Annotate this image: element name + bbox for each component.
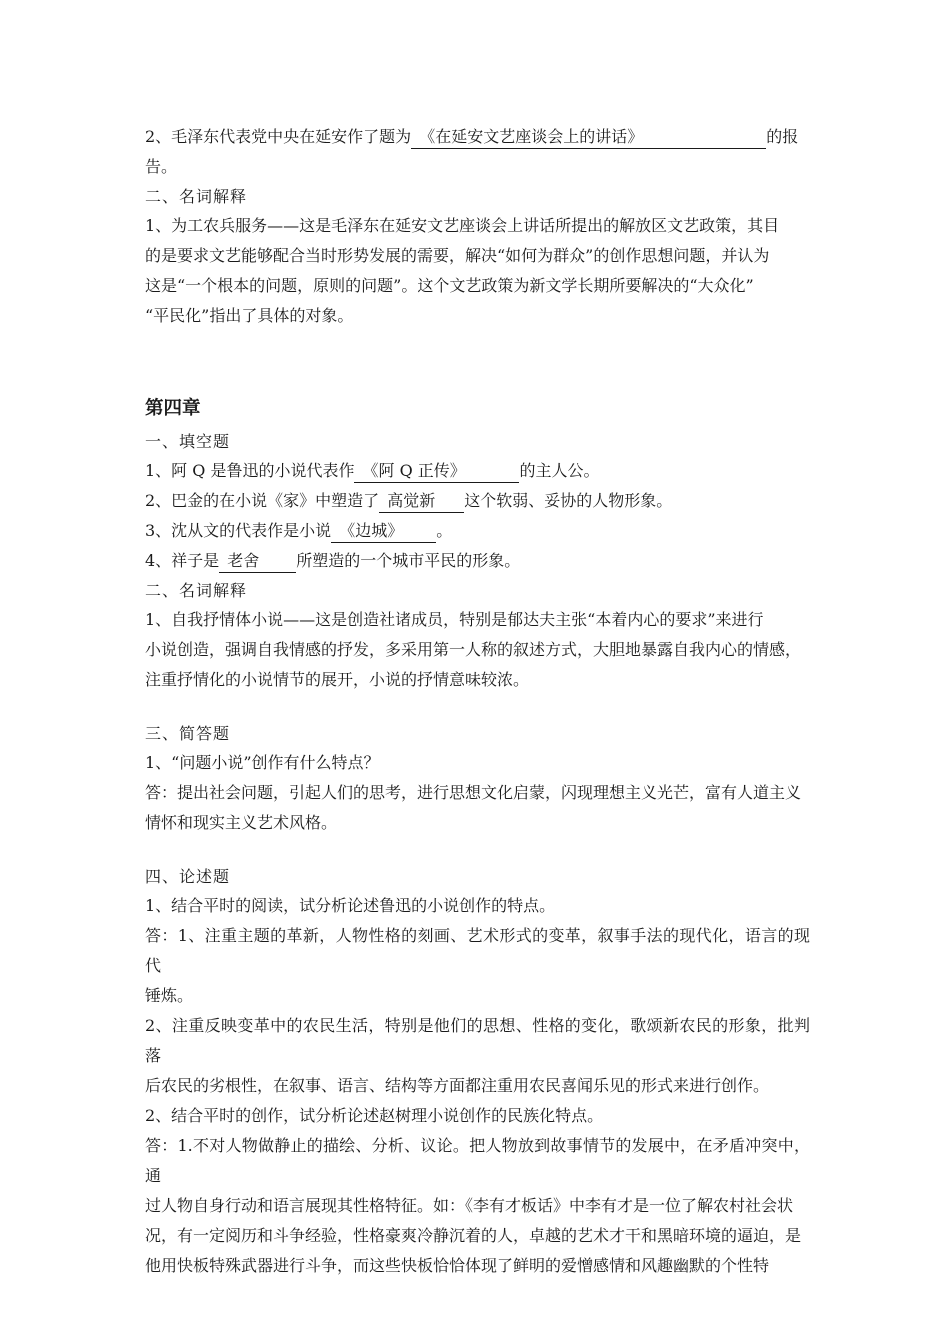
essay-question: 2、结合平时的创作，试分析论述赵树理小说创作的民族化特点。 (145, 1106, 604, 1125)
fill-question-2-end: 告。 (145, 157, 178, 176)
term-definition-line: 的是要求文艺能够配合当时形势发展的需要，解决“如何为群众”的创作思想问题，并认为 (145, 246, 770, 265)
fill-question-4 (145, 546, 810, 576)
spacer (145, 695, 810, 719)
essay-answer-line: 后农民的劣根性，在叙事、语言、结构等方面都注重用农民喜闻乐见的形式来进行创作。 (145, 1076, 770, 1095)
question-text: 的报 (766, 127, 799, 146)
section-heading-short: 三、简答题 (145, 724, 231, 743)
question-text: 。 (436, 521, 453, 540)
term-definition-line: 小说创造，强调自我情感的抒发，多采用第一人称的叙述方式，大胆地暴露自我内心的情感， (145, 640, 802, 659)
question-text: 这个软弱、妥协的人物形象。 (464, 491, 673, 510)
term-definition-line: 注重抒情化的小说情节的展开，小说的抒情意味较浓。 (145, 670, 530, 689)
section-heading-terms: 二、名词解释 (145, 581, 248, 600)
essay-answer-line: 答：1、注重主题的革新，人物性格的刻画、艺术形式的变革，叙事手法的现代化，语言的现代 (145, 926, 810, 975)
question-text: 1、阿 Q 是鲁迅的小说代表作 (145, 461, 355, 480)
question-text: 4、祥子是 (145, 551, 220, 570)
section-heading-essay: 四、论述题 (145, 867, 231, 886)
essay-answer-line: 2、注重反映变革中的农民生活，特别是他们的思想、性格的变化，歌颂新农民的形象，批判落 (145, 1016, 810, 1065)
fill-question-3 (145, 516, 810, 546)
essay-answer-line: 答：1.不对人物做静止的描绘、分析、议论。把人物放到故事情节的发展中，在矛盾冲突中，通 (145, 1136, 810, 1185)
short-answer-line: 情怀和现实主义艺术风格。 (145, 813, 338, 832)
question-text: 的主人公。 (519, 461, 600, 480)
fill-question-2 (145, 486, 810, 516)
term-definition-line: 1、为工农兵服务——这是毛泽东在延安文艺座谈会上讲话所提出的解放区文艺政策，其目 (145, 216, 780, 235)
short-answer-line: 答：提出社会问题，引起人们的思考，进行思想文化启蒙，闪现理想主义光芒，富有人道主义 (145, 783, 802, 802)
question-text: 2、巴金的在小说《家》中塑造了 (145, 491, 380, 510)
spacer (145, 838, 810, 862)
term-definition-line: 这是“一个根本的问题，原则的问题”。这个文艺政策为新文学长期所要解决的“大众化” (145, 276, 754, 295)
question-text: 2、毛泽东代表党中央在延安作了题为 (145, 127, 412, 146)
question-text: 所塑造的一个城市平民的形象。 (296, 551, 521, 570)
answer-blank: 《阿 Q 正传》 (354, 460, 519, 483)
section-heading-terms: 二、名词解释 (145, 187, 248, 206)
question-text: 3、沈从文的代表作是小说 (145, 521, 332, 540)
document-body (145, 122, 810, 1281)
essay-answer-line: 况，有一定阅历和斗争经验，性格豪爽冷静沉着的人，卓越的艺术才干和黑暗环境的逼迫，是 (145, 1226, 802, 1245)
fill-question-2 (145, 122, 810, 152)
term-definition-line: 1、自我抒情体小说——这是创造社诸成员，特别是郁达夫主张“本着内心的要求”来进行 (145, 610, 764, 629)
answer-blank: 高觉新 (379, 490, 464, 513)
fill-question-1 (145, 456, 810, 486)
answer-blank: 老舍 (219, 550, 296, 573)
answer-blank: 《在延安文艺座谈会上的讲话》 (411, 126, 766, 149)
essay-answer-line: 他用快板特殊武器进行斗争，而这些快板恰恰体现了鲜明的爱憎感情和风趣幽默的个性特 (145, 1256, 770, 1275)
essay-answer-line: 过人物自身行动和语言展现其性格特征。如：《李有才板话》中李有才是一位了解农村社会状 (145, 1196, 794, 1215)
essay-answer-line: 锤炼。 (145, 986, 194, 1005)
essay-question: 1、结合平时的阅读，试分析论述鲁迅的小说创作的特点。 (145, 896, 556, 915)
answer-blank: 《边城》 (331, 520, 436, 543)
section-heading-fill: 一、填空题 (145, 432, 231, 451)
short-question: 1、“问题小说”创作有什么特点？ (145, 753, 380, 772)
chapter-title: 第四章 (145, 398, 201, 419)
term-definition-line: “平民化”指出了具体的对象。 (145, 306, 354, 325)
